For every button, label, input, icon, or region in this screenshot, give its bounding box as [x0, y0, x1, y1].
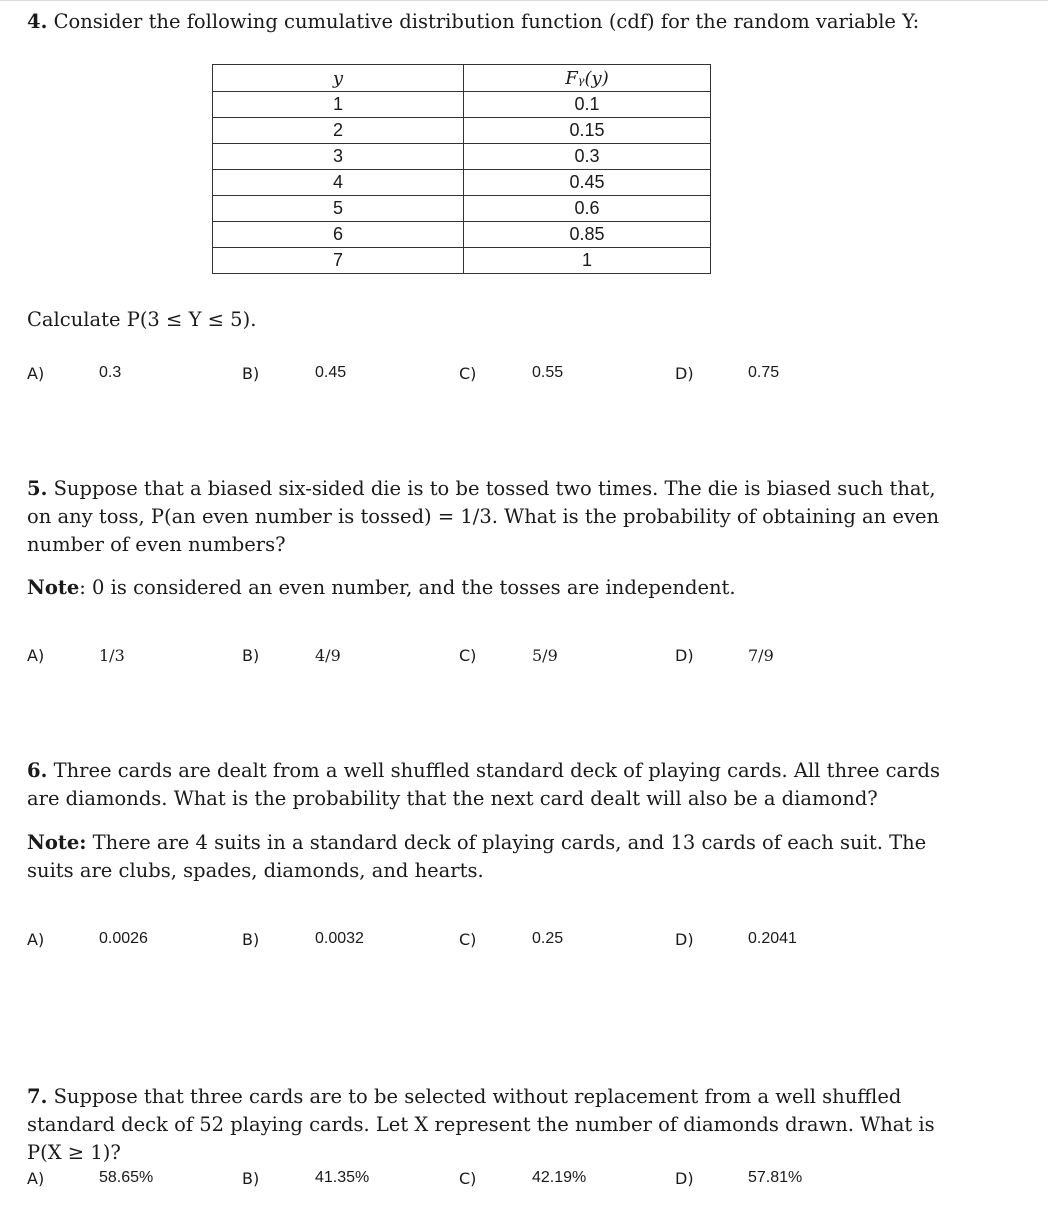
- choice-b-letter[interactable]: B): [242, 646, 260, 665]
- table-row: [213, 248, 711, 274]
- table-row: [213, 118, 711, 144]
- question-5: [27, 475, 947, 559]
- header-y: y: [213, 65, 464, 92]
- question-number: 4.: [27, 10, 48, 33]
- question-number: 5.: [27, 477, 48, 500]
- cell-f: 0.45: [464, 170, 711, 196]
- question-number: 6.: [27, 759, 48, 782]
- cell-f: 0.85: [464, 222, 711, 248]
- choice-b-value: 0.0032: [315, 930, 364, 947]
- choice-d-letter[interactable]: D): [675, 1169, 694, 1188]
- table-row: [213, 170, 711, 196]
- table-header-row: [213, 65, 711, 92]
- choice-c-letter[interactable]: C): [459, 646, 477, 665]
- table-row: [213, 92, 711, 118]
- cell-f: 0.1: [464, 92, 711, 118]
- q4-prompt: Calculate P(3 ≤ Y ≤ 5).: [27, 308, 257, 331]
- note-text: : 0 is considered an even number, and the tosses are independent.: [79, 576, 736, 599]
- cell-y: 7: [213, 248, 464, 274]
- cdf-table: [212, 64, 711, 274]
- choice-d-value: 7/9: [748, 646, 774, 665]
- q6-choices: [27, 930, 1027, 960]
- q5-note: [27, 574, 1007, 602]
- choice-d-value: 0.75: [748, 364, 780, 381]
- choice-a-value: 0.3: [99, 364, 122, 381]
- choice-b-value: 0.45: [315, 364, 347, 381]
- question-number: 7.: [27, 1085, 48, 1108]
- choice-d-letter[interactable]: D): [675, 930, 694, 949]
- choice-a-value: 0.0026: [99, 930, 148, 947]
- question-text: Suppose that a biased six-sided die is to be tossed two times. The die is biased such that, on any toss, P(an even number is tossed) = 1/3. What is the probability of obtaining an even number of even numbers?: [27, 477, 940, 556]
- choice-a-value: 58.65%: [99, 1169, 154, 1186]
- choice-c-letter[interactable]: C): [459, 930, 477, 949]
- choice-a-letter[interactable]: A): [27, 1169, 45, 1188]
- choice-b-letter[interactable]: B): [242, 364, 260, 383]
- q4-choices: [27, 364, 1027, 394]
- note-label: Note: [27, 576, 80, 599]
- choice-b-value: 41.35%: [315, 1169, 370, 1186]
- question-4: [27, 8, 987, 36]
- table-row: [213, 222, 711, 248]
- header-fy: Fᵧ(y): [464, 65, 711, 92]
- choice-c-value: 42.19%: [532, 1169, 587, 1186]
- q7-choices: [27, 1169, 1027, 1199]
- cell-f: 0.3: [464, 144, 711, 170]
- choice-a-letter[interactable]: A): [27, 930, 45, 949]
- choice-d-letter[interactable]: D): [675, 364, 694, 383]
- choice-a-value: 1/3: [99, 646, 125, 665]
- question-text: Suppose that three cards are to be selected without replacement from a well shuffled standard deck of 52 playing cards. Let X represent the number of diamonds drawn. What is P(X ≥ 1)?: [27, 1085, 935, 1164]
- question-7: [27, 1083, 957, 1167]
- choice-c-value: 5/9: [532, 646, 558, 665]
- choice-d-value: 0.2041: [748, 930, 797, 947]
- cell-y: 2: [213, 118, 464, 144]
- cell-f: 1: [464, 248, 711, 274]
- choice-d-letter[interactable]: D): [675, 646, 694, 665]
- cell-y: 1: [213, 92, 464, 118]
- choice-b-letter[interactable]: B): [242, 930, 260, 949]
- note-label: Note:: [27, 831, 87, 854]
- choice-a-letter[interactable]: A): [27, 364, 45, 383]
- choice-a-letter[interactable]: A): [27, 646, 45, 665]
- choice-d-value: 57.81%: [748, 1169, 803, 1186]
- choice-c-value: 0.25: [532, 930, 564, 947]
- cell-f: 0.6: [464, 196, 711, 222]
- choice-c-letter[interactable]: C): [459, 1169, 477, 1188]
- note-text: There are 4 suits in a standard deck of playing cards, and 13 cards of each suit. The suits are clubs, spades, diamonds, and hearts.: [27, 831, 927, 882]
- cell-y: 3: [213, 144, 464, 170]
- cell-y: 5: [213, 196, 464, 222]
- q5-choices: [27, 646, 1027, 676]
- top-divider: [0, 0, 1048, 1]
- cell-f: 0.15: [464, 118, 711, 144]
- question-6: [27, 757, 947, 813]
- cell-y: 6: [213, 222, 464, 248]
- table-row: [213, 196, 711, 222]
- cell-y: 4: [213, 170, 464, 196]
- choice-c-letter[interactable]: C): [459, 364, 477, 383]
- question-text: Consider the following cumulative distribution function (cdf) for the random variable Y:: [53, 10, 920, 33]
- question-text: Three cards are dealt from a well shuffled standard deck of playing cards. All three cards are diamonds. What is the probability that the next card dealt will also be a diamond?: [27, 759, 940, 810]
- q6-note: [27, 829, 977, 885]
- choice-c-value: 0.55: [532, 364, 564, 381]
- choice-b-value: 4/9: [315, 646, 341, 665]
- table-row: [213, 144, 711, 170]
- choice-b-letter[interactable]: B): [242, 1169, 260, 1188]
